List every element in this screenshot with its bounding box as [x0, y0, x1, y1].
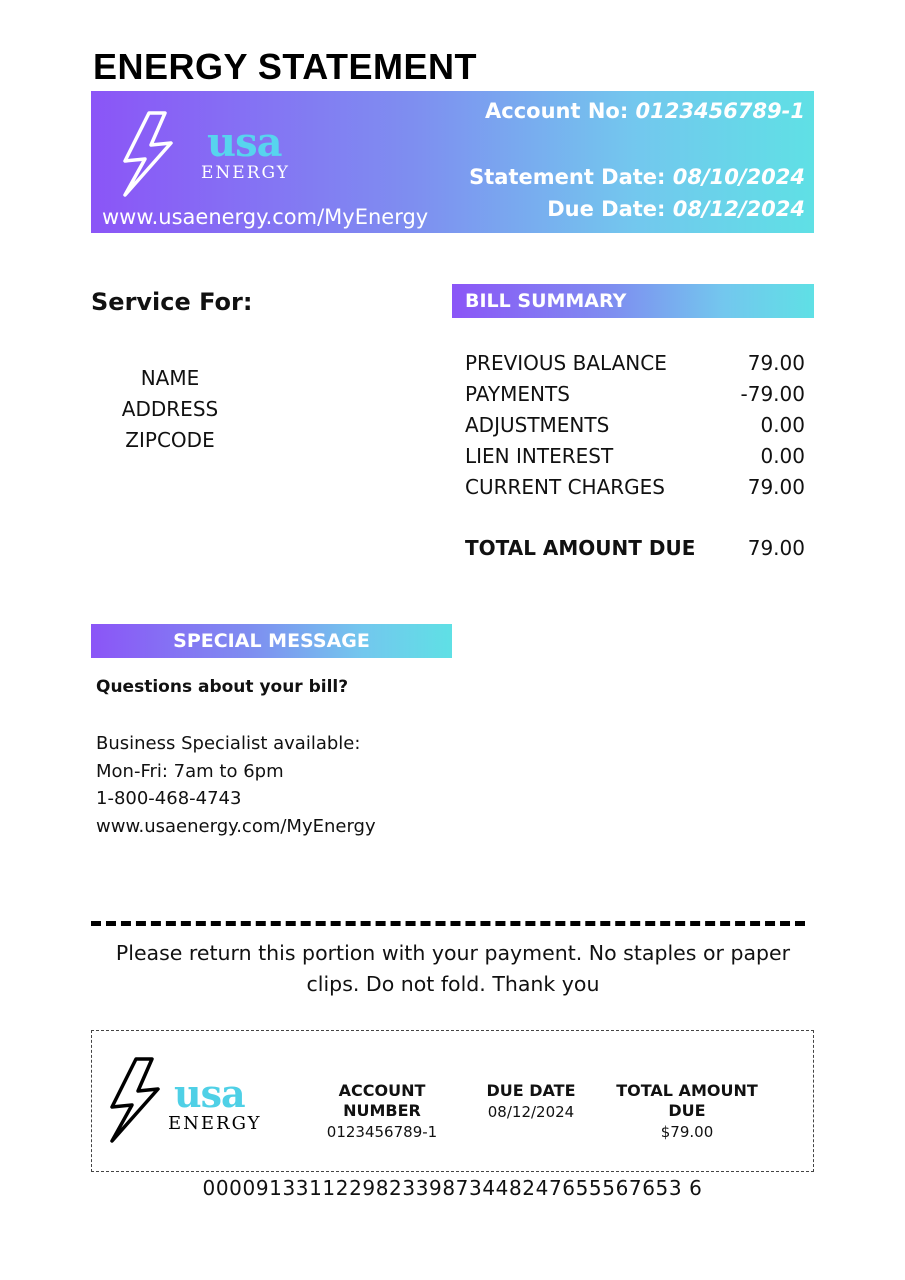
stub-total-value: $79.00 [660, 1123, 714, 1141]
bill-row-adjustments [465, 410, 805, 441]
bill-row-label: ADJUSTMENTS [465, 413, 610, 437]
message-line: Mon-Fri: 7am to 6pm [96, 760, 284, 782]
statement-date-line [469, 165, 805, 189]
service-zipcode: ZIPCODE [125, 428, 215, 452]
bill-row-label: LIEN INTEREST [465, 444, 614, 468]
lightning-bolt-icon [119, 109, 177, 199]
service-address: ADDRESS [121, 397, 219, 421]
stub-account-column [297, 1081, 467, 1143]
stub-total-column [597, 1081, 777, 1143]
bill-summary-table [465, 348, 805, 564]
logo-usa-text: usa [207, 119, 282, 166]
special-message-heading: SPECIAL MESSAGE [91, 624, 452, 658]
stub-due-date-column [478, 1081, 584, 1123]
bill-row-previous-balance [465, 348, 805, 379]
account-number-line [485, 99, 805, 123]
return-instructions: Please return this portion with your payment. No staples or paper clips. Do not fold. Thank you [115, 941, 791, 996]
total-amount-due-value: 79.00 [747, 536, 805, 560]
account-number-value: 0123456789-1 [635, 99, 805, 123]
service-address-block [100, 363, 240, 456]
due-date-line [547, 197, 805, 221]
stub-due-date-value: 08/12/2024 [487, 1103, 575, 1121]
bill-row-value: 0.00 [760, 444, 805, 468]
account-number-label: Account No: [485, 99, 629, 123]
stub-total-header: TOTAL AMOUNT DUE [616, 1081, 758, 1120]
support-phone-link[interactable]: 1-800-468-4743 [96, 788, 242, 809]
bill-row-label: PAYMENTS [465, 382, 570, 406]
scanline-number: 000091331122982339873448247655567653 6 [202, 1176, 703, 1200]
bill-row-value: 0.00 [760, 413, 805, 437]
tear-off-divider [91, 921, 805, 926]
due-date-value: 08/12/2024 [672, 197, 805, 221]
bill-row-label: PREVIOUS BALANCE [465, 351, 667, 375]
bill-row-value: -79.00 [740, 382, 805, 406]
bill-row-payments [465, 379, 805, 410]
special-message-body [96, 730, 376, 840]
stub-due-date-header: DUE DATE [486, 1081, 576, 1100]
bill-row-value: 79.00 [747, 351, 805, 375]
statement-date-value: 08/10/2024 [672, 165, 805, 189]
bill-row-value: 79.00 [747, 475, 805, 499]
service-for-heading: Service For: [91, 288, 253, 316]
stub-logo-energy-text: ENERGY [168, 1113, 262, 1134]
support-website-link[interactable]: www.usaenergy.com/MyEnergy [96, 815, 376, 837]
statement-date-label: Statement Date: [469, 165, 666, 189]
total-amount-due-label: TOTAL AMOUNT DUE [465, 536, 696, 560]
message-line: Business Specialist available: [96, 733, 361, 754]
stub-logo-usa-text: usa [174, 1071, 245, 1116]
statement-title: ENERGY STATEMENT [93, 46, 478, 87]
bill-row-lien-interest [465, 441, 805, 472]
due-date-label: Due Date: [547, 197, 666, 221]
lightning-bolt-icon [106, 1055, 162, 1145]
special-message-question: Questions about your bill? [96, 677, 349, 697]
bill-summary-heading: BILL SUMMARY [452, 284, 814, 318]
bill-row-total-amount-due [465, 533, 805, 564]
payment-stub [91, 1030, 814, 1172]
header-banner [91, 91, 814, 233]
bill-row-label: CURRENT CHARGES [465, 475, 665, 499]
banner-website-link[interactable]: www.usaenergy.com/MyEnergy [102, 205, 429, 229]
service-name: NAME [140, 366, 200, 390]
logo-energy-text: ENERGY [201, 163, 290, 183]
bill-row-current-charges [465, 472, 805, 503]
stub-account-header: ACCOUNT NUMBER [338, 1081, 426, 1120]
stub-account-value: 0123456789-1 [326, 1123, 438, 1141]
